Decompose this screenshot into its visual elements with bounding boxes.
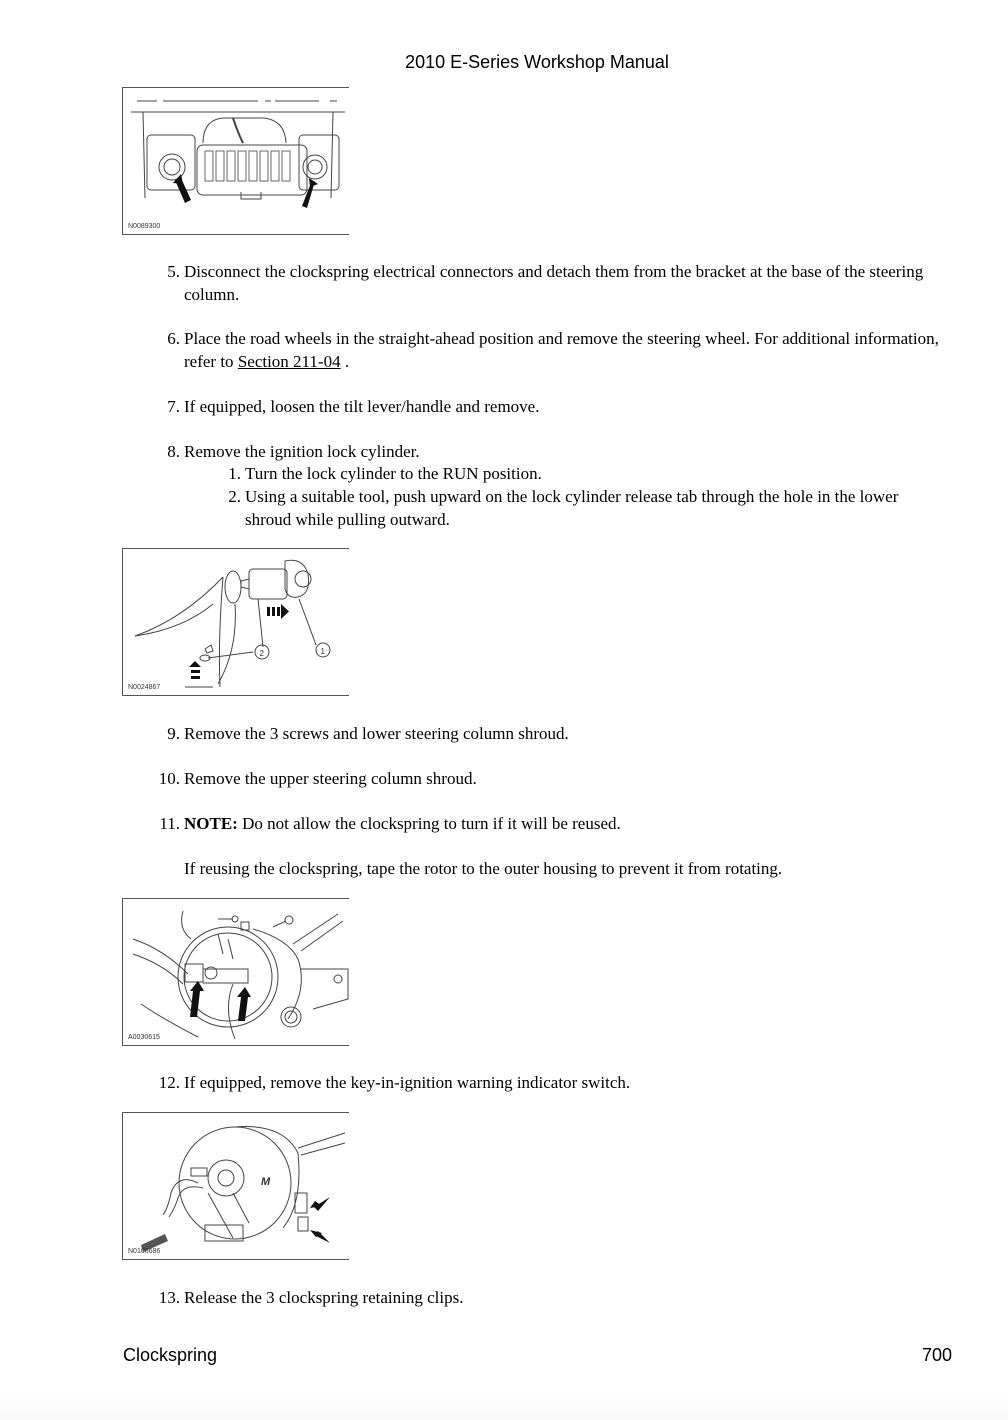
- step-11: [159, 812, 944, 835]
- step-number: 13.: [158, 1288, 180, 1307]
- step-number: 11.: [159, 814, 180, 833]
- step-text: Remove the upper steering column shroud.: [184, 769, 477, 788]
- note-text: Do not allow the clockspring to turn if it will be reused.: [237, 814, 621, 833]
- substep-number: 2.: [228, 487, 241, 506]
- document-header: 2010 E-Series Workshop Manual: [405, 52, 669, 72]
- step-text-suffix: .: [340, 352, 350, 371]
- step-8: [167, 440, 944, 463]
- note-label: NOTE:: [184, 814, 238, 833]
- step-text: Place the road wheels in the straight-ahead position and remove the steering wheel. For additional information, refer to: [184, 329, 939, 371]
- figure-lock-cylinder: [122, 548, 349, 696]
- connector-bracket-illustration: [123, 88, 349, 235]
- step-10: [158, 767, 944, 790]
- substep-text: Turn the lock cylinder to the RUN position.: [245, 464, 542, 483]
- footer-section-title: Clockspring: [123, 1345, 218, 1365]
- step-8-substep-1: [228, 462, 945, 485]
- lock-cylinder-illustration: [123, 549, 349, 696]
- key-warning-switch-illustration: [123, 1113, 349, 1260]
- step-number: 5.: [167, 262, 180, 281]
- step-13: [158, 1286, 944, 1309]
- substep-number: 1.: [228, 464, 241, 483]
- step-9: [167, 722, 944, 745]
- step-5: [167, 260, 944, 306]
- figure-id: N0108686: [128, 1248, 161, 1255]
- step-text: Release the 3 clockspring retaining clips.: [184, 1288, 464, 1307]
- step-number: 7.: [167, 397, 180, 416]
- step-number: 12.: [158, 1073, 180, 1092]
- step-text: Remove the ignition lock cylinder.: [184, 442, 420, 461]
- callout-2: 2: [259, 649, 264, 658]
- step-6: [167, 327, 944, 373]
- step-text: If reusing the clockspring, tape the rotor to the outer housing to prevent it from rotating.: [184, 859, 783, 878]
- step-7: [167, 395, 944, 418]
- callout-1: 1: [320, 647, 325, 656]
- step-12: [158, 1071, 944, 1094]
- step-text: If equipped, remove the key-in-ignition warning indicator switch.: [184, 1073, 631, 1092]
- figure-clockspring-tape: [122, 898, 349, 1046]
- footer-page-number: 700: [921, 1345, 952, 1365]
- m-logo: M: [261, 1176, 271, 1188]
- step-text: Disconnect the clockspring electrical connectors and detach them from the bracket at the base of the steering column.: [184, 262, 924, 304]
- step-text: Remove the 3 screws and lower steering column shroud.: [184, 724, 569, 743]
- step-8-substep-2: [228, 485, 935, 531]
- step-text: If equipped, loosen the tilt lever/handle and remove.: [184, 397, 540, 416]
- figure-id: A0030615: [128, 1034, 160, 1041]
- figure-connector-bracket: [122, 87, 349, 235]
- step-11-followup: [184, 857, 944, 880]
- figure-id: N0024867: [128, 684, 161, 691]
- step-number: 10.: [158, 769, 180, 788]
- substep-text: Using a suitable tool, push upward on the lock cylinder release tab through the hole in the lower shroud while pulling outward.: [245, 487, 899, 529]
- step-number: 9.: [167, 724, 180, 743]
- figure-id: N0089300: [128, 223, 161, 230]
- step-number: 8.: [167, 442, 180, 461]
- figure-key-warning-switch: [122, 1112, 349, 1260]
- clockspring-illustration: [123, 899, 349, 1046]
- section-211-04-link[interactable]: Section 211-04: [237, 352, 341, 371]
- step-number: 6.: [167, 329, 180, 348]
